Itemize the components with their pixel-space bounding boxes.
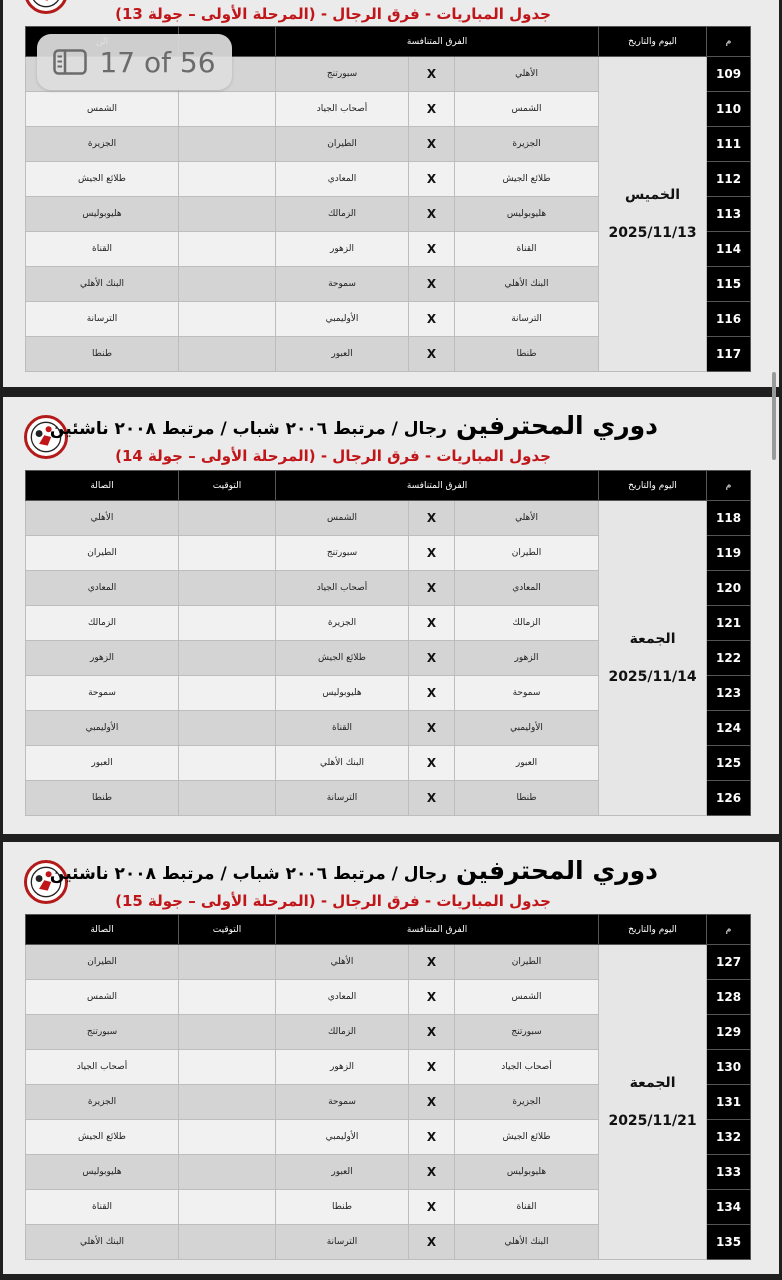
- away-team-cell: أصحاب الجياد: [276, 92, 409, 127]
- vs-cell: X: [409, 1155, 455, 1190]
- away-team-cell: هليوبوليس: [276, 676, 409, 711]
- page-counter[interactable]: [37, 34, 232, 90]
- match-number-cell: 124: [707, 711, 751, 746]
- page-counter-label: 17 of 56: [99, 45, 216, 79]
- match-number-cell: 116: [707, 302, 751, 337]
- day-date-cell: [599, 57, 707, 372]
- away-team-cell: العبور: [276, 337, 409, 372]
- vs-cell: X: [409, 536, 455, 571]
- time-cell: [179, 641, 276, 676]
- header-time: التوقيت: [179, 915, 276, 945]
- home-team-cell: البنك الأهلي: [455, 1225, 599, 1260]
- league-title: [49, 856, 658, 885]
- home-team-cell: هليوبوليس: [455, 197, 599, 232]
- hall-cell: البنك الأهلي: [26, 267, 179, 302]
- home-team-cell: الأهلي: [455, 57, 599, 92]
- home-team-cell: الشمس: [455, 92, 599, 127]
- vs-cell: X: [409, 232, 455, 267]
- time-cell: [179, 501, 276, 536]
- schedule-subtitle: جدول المباريات - فرق الرجال - (المرحلة الأولى – جولة 13): [115, 5, 551, 23]
- match-number-cell: 123: [707, 676, 751, 711]
- home-team-cell: العبور: [455, 746, 599, 781]
- time-cell: [179, 127, 276, 162]
- match-date: 2025/11/13: [608, 225, 697, 241]
- header-day: اليوم والتاريخ: [599, 915, 707, 945]
- hall-cell: الزمالك: [26, 606, 179, 641]
- hall-cell: المعادي: [26, 571, 179, 606]
- day-name: الخميس: [625, 187, 681, 203]
- away-team-cell: الأهلي: [276, 945, 409, 980]
- day-name: الجمعة: [629, 631, 676, 647]
- away-team-cell: أصحاب الجياد: [276, 571, 409, 606]
- time-cell: [179, 162, 276, 197]
- vs-cell: X: [409, 501, 455, 536]
- table-row: [26, 945, 751, 980]
- match-number-cell: 134: [707, 1190, 751, 1225]
- time-cell: [179, 337, 276, 372]
- match-number-cell: 115: [707, 267, 751, 302]
- home-team-cell: الزهور: [455, 641, 599, 676]
- away-team-cell: الزمالك: [276, 197, 409, 232]
- hall-cell: سبورتنج: [26, 1015, 179, 1050]
- vs-cell: X: [409, 781, 455, 816]
- time-cell: [179, 980, 276, 1015]
- away-team-cell: العبور: [276, 1155, 409, 1190]
- header-teams: الفرق المتنافسة: [276, 27, 599, 57]
- away-team-cell: البنك الأهلي: [276, 746, 409, 781]
- schedule-table: [25, 470, 751, 816]
- home-team-cell: القناة: [455, 232, 599, 267]
- league-title: [49, 411, 658, 440]
- match-number-cell: 135: [707, 1225, 751, 1260]
- vs-cell: X: [409, 57, 455, 92]
- hall-cell: طلائع الجيش: [26, 1120, 179, 1155]
- home-team-cell: الجزيرة: [455, 1085, 599, 1120]
- header-hall: الصالة: [26, 915, 179, 945]
- schedule-rows: [26, 501, 751, 816]
- vs-cell: X: [409, 1050, 455, 1085]
- vs-cell: X: [409, 606, 455, 641]
- away-team-cell: سبورتنج: [276, 536, 409, 571]
- match-number-cell: 114: [707, 232, 751, 267]
- time-cell: [179, 1225, 276, 1260]
- match-number-cell: 120: [707, 571, 751, 606]
- away-team-cell: الزمالك: [276, 1015, 409, 1050]
- time-cell: [179, 1190, 276, 1225]
- vs-cell: X: [409, 711, 455, 746]
- time-cell: [179, 536, 276, 571]
- hall-cell: الشمس: [26, 92, 179, 127]
- hall-cell: القناة: [26, 232, 179, 267]
- match-number-cell: 117: [707, 337, 751, 372]
- day-date-cell: [599, 945, 707, 1260]
- vs-cell: X: [409, 197, 455, 232]
- time-cell: [179, 267, 276, 302]
- match-number-cell: 121: [707, 606, 751, 641]
- time-cell: [179, 1085, 276, 1120]
- away-team-cell: الترسانة: [276, 1225, 409, 1260]
- home-team-cell: البنك الأهلي: [455, 267, 599, 302]
- match-number-cell: 119: [707, 536, 751, 571]
- time-cell: [179, 746, 276, 781]
- header-num: م: [707, 27, 751, 57]
- away-team-cell: الزهور: [276, 1050, 409, 1085]
- match-number-cell: 131: [707, 1085, 751, 1120]
- vs-cell: X: [409, 571, 455, 606]
- match-number-cell: 118: [707, 501, 751, 536]
- home-team-cell: هليوبوليس: [455, 1155, 599, 1190]
- time-cell: [179, 945, 276, 980]
- league-title-main: دوري المحترفين: [456, 411, 658, 440]
- time-cell: [179, 606, 276, 641]
- vs-cell: X: [409, 1015, 455, 1050]
- time-cell: [179, 1155, 276, 1190]
- match-date: 2025/11/14: [608, 669, 697, 685]
- match-number-cell: 128: [707, 980, 751, 1015]
- day-name: الجمعة: [629, 1075, 676, 1091]
- header-day: اليوم والتاريخ: [599, 27, 707, 57]
- vs-cell: X: [409, 641, 455, 676]
- time-cell: [179, 197, 276, 232]
- away-team-cell: سموحة: [276, 267, 409, 302]
- header-teams: الفرق المتنافسة: [276, 915, 599, 945]
- hall-cell: الطيران: [26, 536, 179, 571]
- away-team-cell: طنطا: [276, 1190, 409, 1225]
- hall-cell: هليوبوليس: [26, 197, 179, 232]
- away-team-cell: الأوليمبي: [276, 302, 409, 337]
- time-cell: [179, 1120, 276, 1155]
- home-team-cell: الطيران: [455, 945, 599, 980]
- away-team-cell: القناة: [276, 711, 409, 746]
- vs-cell: X: [409, 162, 455, 197]
- home-team-cell: أصحاب الجياد: [455, 1050, 599, 1085]
- away-team-cell: المعادي: [276, 162, 409, 197]
- hall-cell: الجزيرة: [26, 1085, 179, 1120]
- time-cell: [179, 302, 276, 337]
- away-team-cell: سموحة: [276, 1085, 409, 1120]
- schedule-table: [25, 914, 751, 1260]
- vs-cell: X: [409, 980, 455, 1015]
- league-logo-icon: [24, 0, 68, 14]
- vs-cell: X: [409, 302, 455, 337]
- schedule-rows: [26, 57, 751, 372]
- hall-cell: الجزيرة: [26, 127, 179, 162]
- hall-cell: طنطا: [26, 337, 179, 372]
- home-team-cell: الجزيرة: [455, 127, 599, 162]
- match-number-cell: 110: [707, 92, 751, 127]
- match-number-cell: 111: [707, 127, 751, 162]
- header-num: م: [707, 471, 751, 501]
- schedule-subtitle: جدول المباريات - فرق الرجال - (المرحلة الأولى – جولة 14): [115, 447, 551, 465]
- time-cell: [179, 676, 276, 711]
- hall-cell: الزهور: [26, 641, 179, 676]
- home-team-cell: طنطا: [455, 337, 599, 372]
- header-num: م: [707, 915, 751, 945]
- match-number-cell: 130: [707, 1050, 751, 1085]
- home-team-cell: الزمالك: [455, 606, 599, 641]
- vs-cell: X: [409, 1225, 455, 1260]
- vs-cell: X: [409, 92, 455, 127]
- away-team-cell: الطيران: [276, 127, 409, 162]
- home-team-cell: الشمس: [455, 980, 599, 1015]
- away-team-cell: سبورتنج: [276, 57, 409, 92]
- away-team-cell: الترسانة: [276, 781, 409, 816]
- time-cell: [179, 1050, 276, 1085]
- time-cell: [179, 1015, 276, 1050]
- day-date-cell: [599, 501, 707, 816]
- sidebar-icon: [53, 49, 87, 75]
- match-number-cell: 132: [707, 1120, 751, 1155]
- hall-cell: القناة: [26, 1190, 179, 1225]
- hall-cell: الأوليمبي: [26, 711, 179, 746]
- match-number-cell: 127: [707, 945, 751, 980]
- hall-cell: الأهلي: [26, 501, 179, 536]
- hall-cell: الترسانة: [26, 302, 179, 337]
- match-number-cell: 113: [707, 197, 751, 232]
- hall-cell: البنك الأهلي: [26, 1225, 179, 1260]
- time-cell: [179, 781, 276, 816]
- hall-cell: سموحة: [26, 676, 179, 711]
- time-cell: [179, 711, 276, 746]
- away-team-cell: الجزيرة: [276, 606, 409, 641]
- away-team-cell: الزهور: [276, 232, 409, 267]
- home-team-cell: الأهلي: [455, 501, 599, 536]
- hall-cell: العبور: [26, 746, 179, 781]
- table-row: [26, 501, 751, 536]
- time-cell: [179, 571, 276, 606]
- hall-cell: طلائع الجيش: [26, 162, 179, 197]
- vs-cell: X: [409, 127, 455, 162]
- league-title-main: دوري المحترفين: [456, 856, 658, 885]
- away-team-cell: طلائع الجيش: [276, 641, 409, 676]
- match-number-cell: 109: [707, 57, 751, 92]
- header-hall: الصالة: [26, 471, 179, 501]
- hall-cell: طنطا: [26, 781, 179, 816]
- home-team-cell: سبورتنج: [455, 1015, 599, 1050]
- document-page-2: [3, 397, 779, 834]
- home-team-cell: القناة: [455, 1190, 599, 1225]
- home-team-cell: الطيران: [455, 536, 599, 571]
- match-number-cell: 126: [707, 781, 751, 816]
- vs-cell: X: [409, 1190, 455, 1225]
- header-time: التوقيت: [179, 471, 276, 501]
- vs-cell: X: [409, 267, 455, 302]
- hall-cell: الشمس: [26, 980, 179, 1015]
- home-team-cell: طلائع الجيش: [455, 162, 599, 197]
- schedule-rows: [26, 945, 751, 1260]
- match-number-cell: 125: [707, 746, 751, 781]
- home-team-cell: طنطا: [455, 781, 599, 816]
- hall-cell: أصحاب الجياد: [26, 1050, 179, 1085]
- match-number-cell: 133: [707, 1155, 751, 1190]
- home-team-cell: المعادي: [455, 571, 599, 606]
- vs-cell: X: [409, 337, 455, 372]
- schedule-subtitle: جدول المباريات - فرق الرجال - (المرحلة الأولى – جولة 15): [115, 892, 551, 910]
- hall-cell: هليوبوليس: [26, 1155, 179, 1190]
- match-number-cell: 122: [707, 641, 751, 676]
- time-cell: [179, 232, 276, 267]
- home-team-cell: الأوليمبي: [455, 711, 599, 746]
- vs-cell: X: [409, 746, 455, 781]
- time-cell: [179, 92, 276, 127]
- home-team-cell: طلائع الجيش: [455, 1120, 599, 1155]
- home-team-cell: سموحة: [455, 676, 599, 711]
- league-title-categories: رجال / مرتبط ٢٠٠٦ شباب / مرتبط ٢٠٠٨ ناشئين: [49, 419, 447, 439]
- header-day: اليوم والتاريخ: [599, 471, 707, 501]
- hall-cell: الطيران: [26, 945, 179, 980]
- match-number-cell: 129: [707, 1015, 751, 1050]
- home-team-cell: الترسانة: [455, 302, 599, 337]
- vs-cell: X: [409, 1085, 455, 1120]
- away-team-cell: المعادي: [276, 980, 409, 1015]
- away-team-cell: الشمس: [276, 501, 409, 536]
- document-page-3: [3, 842, 779, 1274]
- vs-cell: X: [409, 945, 455, 980]
- league-title-categories: رجال / مرتبط ٢٠٠٦ شباب / مرتبط ٢٠٠٨ ناشئين: [49, 864, 447, 884]
- scrollbar-thumb[interactable]: [772, 408, 776, 460]
- match-date: 2025/11/21: [608, 1113, 697, 1129]
- match-number-cell: 112: [707, 162, 751, 197]
- away-team-cell: الأوليمبي: [276, 1120, 409, 1155]
- header-teams: الفرق المتنافسة: [276, 471, 599, 501]
- vs-cell: X: [409, 1120, 455, 1155]
- vs-cell: X: [409, 676, 455, 711]
